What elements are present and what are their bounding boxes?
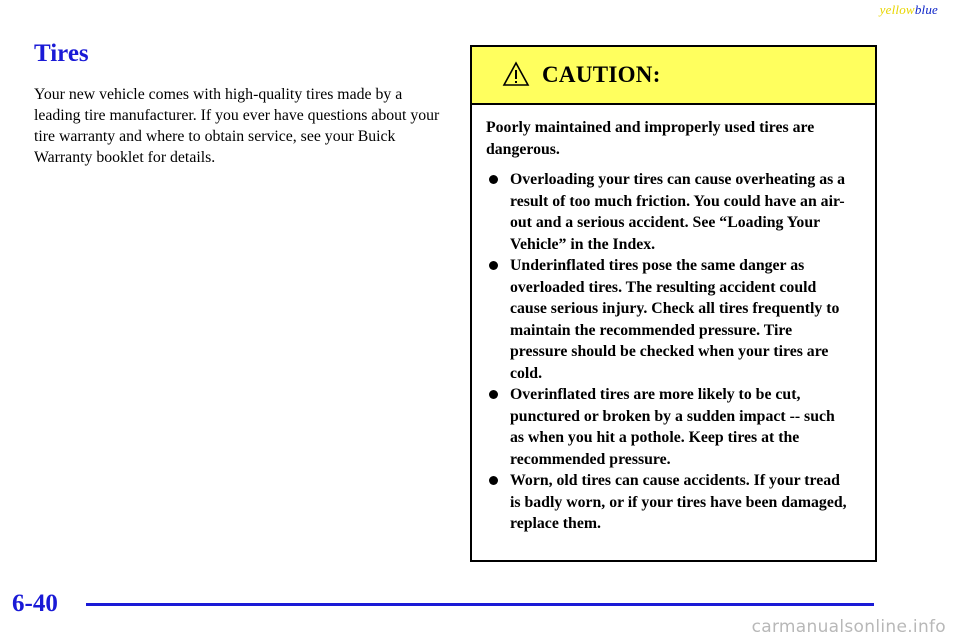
left-column (34, 38, 446, 168)
intro-paragraph: Your new vehicle comes with high-quality tires made by a leading tire manufacturer. If you ever have questions about your tire warranty and where to obtain service, see your Buick Warranty booklet for details. (34, 86, 440, 166)
caution-item-text: Overloading your tires can cause overheating as a result of too much friction. You could have an air-out and a serious accident. See “Loading Your Vehicle” in the Index. (510, 171, 846, 253)
warning-triangle-icon (502, 61, 530, 87)
caution-lead: Poorly maintained and improperly used tires are dangerous. (486, 119, 815, 158)
caution-body (472, 105, 875, 535)
caution-item (486, 169, 847, 255)
bullet-icon (489, 390, 498, 399)
caution-item-text: Overinflated tires are more likely to be cut, punctured or broken by a sudden impact -- such as when you hit a pothole. Keep tires at the recommended pressure. (510, 386, 835, 468)
caution-header (472, 47, 875, 105)
caution-title: CAUTION: (542, 62, 661, 87)
caution-item (486, 255, 847, 384)
caution-box (470, 45, 877, 562)
caution-item (486, 384, 847, 470)
section-title: Tires (34, 40, 89, 67)
bullet-icon (489, 476, 498, 485)
watermark[interactable]: carmanualsonline.info (751, 617, 946, 637)
header-color-tag (880, 2, 938, 18)
footer-rule (86, 603, 874, 606)
caution-item (486, 470, 847, 535)
header-tag-yellow: yellow (879, 2, 915, 17)
caution-item-text: Worn, old tires can cause accidents. If your tread is badly worn, or if your tires have been damaged, replace them. (510, 472, 847, 532)
page-number: 6-40 (12, 590, 58, 617)
caution-item-text: Underinflated tires pose the same danger as overloaded tires. The resulting accident could cause serious injury. Check all tires frequently to maintain the recommended pressure. Tire pressure should be checked when your tires are cold. (510, 257, 840, 382)
bullet-icon (489, 175, 498, 184)
bullet-icon (489, 261, 498, 270)
header-tag-blue: blue (914, 2, 938, 17)
caution-list (486, 169, 847, 535)
